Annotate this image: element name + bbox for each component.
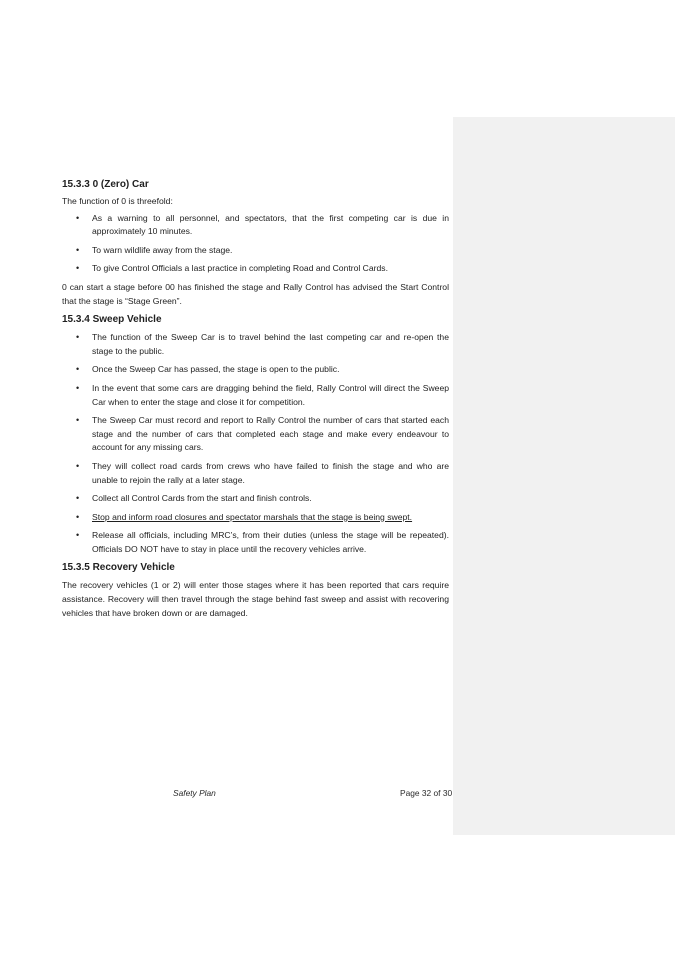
bullet-icon: • [76,460,80,471]
section-heading-recovery-vehicle: 15.3.5 Recovery Vehicle [62,562,175,574]
paragraph-zero-car-after: 0 can start a stage before 00 has finished the stage and Rally Control has advised the Start Control that the stage is “Stage Green”. [62,281,449,306]
list-item: • In the event that some cars are dragging behind the field, Rally Control will direct the Sweep Car when to enter the stage and close it for competition. [76,382,449,407]
bullet-icon: • [76,511,80,522]
bullet-icon: • [76,382,80,393]
list-item: • As a warning to all personnel, and spectators, that the first competing car is due in approximately 10 minutes. [76,212,449,237]
section-heading-zero-car: 15.3.3 0 (Zero) Car [62,179,149,190]
bullet-icon: • [76,530,80,541]
bullet-icon: • [76,415,80,426]
list-item: • Collect all Control Cards from the start and finish controls. [62,492,449,506]
bullet-icon: • [76,212,80,223]
comment-pane [453,117,675,835]
bullet-icon: • [76,493,80,504]
bullet-icon: • [76,263,80,274]
list-item: • The function of the Sweep Car is to travel behind the last competing car and re-open the stage to the public. [76,332,449,356]
footer-page-number: Page 32 of 30 [400,788,453,798]
bullet-list-sweep-vehicle [62,331,449,556]
list-item [62,511,449,525]
bullet-list-zero-car [62,212,449,276]
list-item: • To give Control Officials a last practice in completing Road and Control Cards. [62,262,449,276]
bullet-icon: • [76,332,80,343]
list-item: • Once the Sweep Car has passed, the stage is open to the public. [62,363,449,377]
list-item: • To warn wildlife away from the stage. [62,244,449,258]
paragraph-zero-car-intro: The function of 0 is threefold: [62,196,173,206]
list-item: • The Sweep Car must record and report to Rally Control the number of cars that started each stage and the number of cars that completed each stage and make every endeavour to account for any missing cars. [76,415,449,453]
section-heading-sweep-vehicle: 15.3.4 Sweep Vehicle [62,314,162,326]
paragraph-recovery-vehicle: The recovery vehicles (1 or 2) will enter those stages where it has been reported that cars require assistance. Recovery will then travel through the stage behind fast sweep and assist with recovering vehicles that have broken down or are damaged. [62,580,449,618]
list-item: • They will collect road cards from crews who have failed to finish the stage and who are unable to rejoin the rally at a later stage. [76,460,449,485]
list-item: • Release all officials, including MRC’s, from their duties (unless the stage will be repeated). Officials DO NOT have to stay in place until the recovery vehicles arrive. [76,530,449,554]
document-body [62,178,449,620]
bullet-icon: • [76,244,80,255]
footer-document-title: Safety Plan [173,788,216,798]
bullet-icon: • [76,364,80,375]
underlined-text: Stop and inform road closures and spectator marshals that the stage is being swept. [92,511,413,522]
